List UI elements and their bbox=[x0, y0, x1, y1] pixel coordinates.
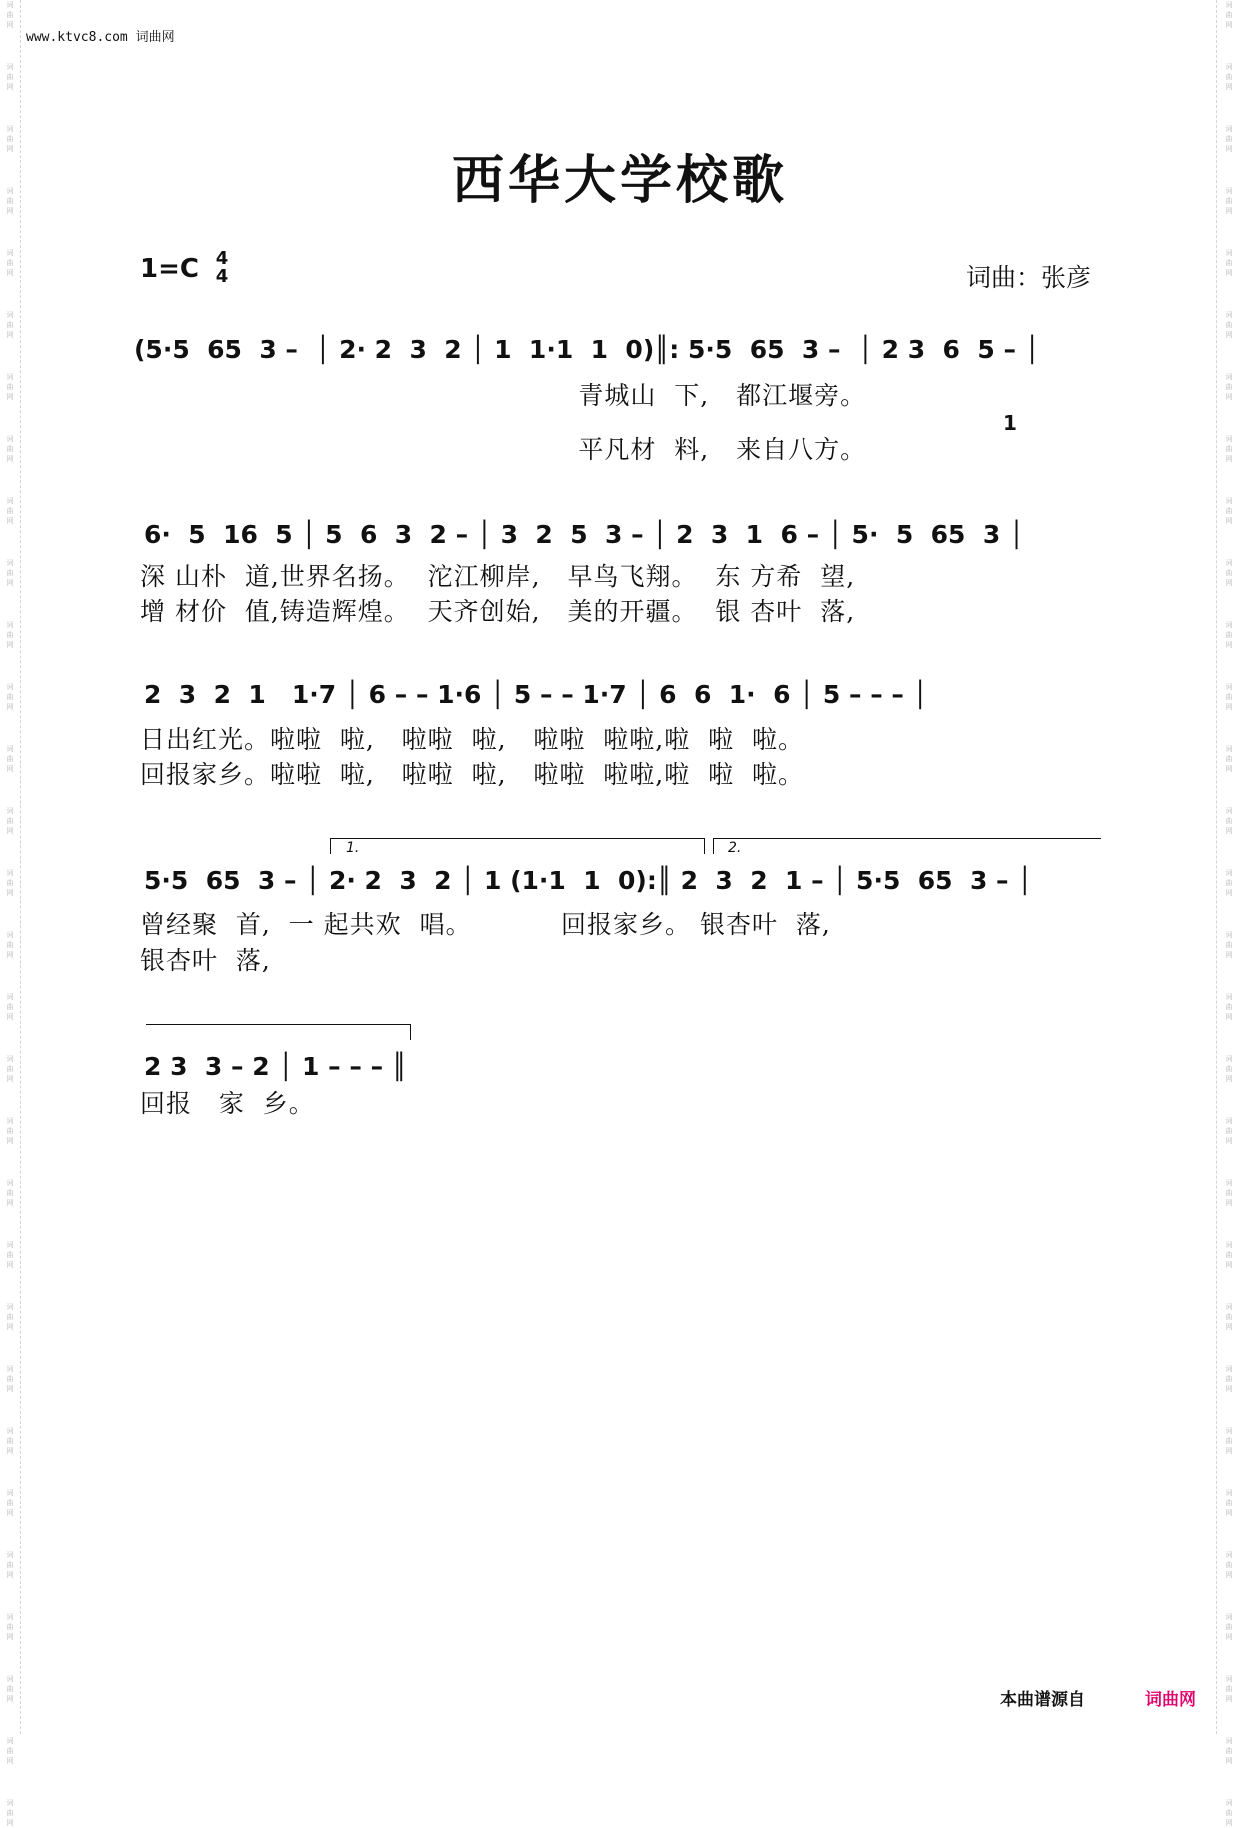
watermark-text: 词 曲 网 bbox=[1225, 1489, 1233, 1517]
lyrics-row-3-verse-2: 回报家乡。啦啦 啦, 啦啦 啦, 啦啦 啦啦,啦 啦 啦。 bbox=[140, 760, 804, 789]
notation-row-2: 6· 5 16 5 │ 5 6 3 2 – │ 3 2 5 3 – │ 2 3 1 6 – │ 5· 5 65 3 │ bbox=[144, 520, 1024, 549]
watermark-text: 词 曲 网 bbox=[6, 1, 14, 29]
notation-row-1: (5·5 65 3 – │ 2· 2 3 2 │ 1 1·1 1 0)║: 5·5 65 3 – │ 2 3 6 5 – │ bbox=[134, 335, 1040, 364]
watermark-text: 词 曲 网 bbox=[1225, 621, 1233, 649]
volta-1-end-tick bbox=[704, 838, 705, 854]
volta-1-number: 1. bbox=[346, 840, 360, 856]
watermark-text: 词 曲 网 bbox=[6, 1799, 14, 1827]
watermark-text: 词 曲 网 bbox=[6, 187, 14, 215]
author-credit: 词曲：张彦 bbox=[966, 263, 1092, 292]
watermark-text: 词 曲 网 bbox=[6, 931, 14, 959]
watermark-text: 词 曲 网 bbox=[6, 1489, 14, 1517]
watermark-text: 词 曲 网 bbox=[6, 497, 14, 525]
watermark-text: 词 曲 网 bbox=[6, 435, 14, 463]
watermark-text: 词 曲 网 bbox=[6, 1303, 14, 1331]
watermark-text: 词 曲 网 bbox=[1225, 187, 1233, 215]
time-signature-top: 4 bbox=[215, 248, 229, 269]
footer-source-text: 本曲谱源自 bbox=[1000, 1690, 1085, 1710]
watermark-text: 词 曲 网 bbox=[1225, 1799, 1233, 1827]
watermark-text: 词 曲 网 bbox=[6, 559, 14, 587]
volta-1-tick bbox=[330, 838, 331, 854]
verse-marker: 1 bbox=[1003, 411, 1017, 435]
watermark-text: 词 曲 网 bbox=[6, 311, 14, 339]
watermark-text: 词 曲 网 bbox=[1225, 311, 1233, 339]
lyrics-row-2-verse-2: 增 材价 值,铸造辉煌。 天齐创始, 美的开疆。 银 杏叶 落, bbox=[140, 597, 856, 626]
watermark-text: 词 曲 网 bbox=[1225, 1613, 1233, 1641]
watermark-text: 词 曲 网 bbox=[1225, 1365, 1233, 1393]
right-margin-line bbox=[1216, 0, 1217, 1734]
watermark-text: 词 曲 网 bbox=[1225, 249, 1233, 277]
watermark-text: 词 曲 网 bbox=[6, 373, 14, 401]
volta-2-number: 2. bbox=[728, 840, 742, 856]
notation-row-4: 5·5 65 3 – │ 2· 2 3 2 │ 1 (1·1 1 0):║ 2 3 2 1 – │ 5·5 65 3 – │ bbox=[144, 866, 1033, 895]
watermark-text: 词 曲 网 bbox=[1225, 1055, 1233, 1083]
watermark-text: 词 曲 网 bbox=[6, 1365, 14, 1393]
time-signature-bottom: 4 bbox=[215, 266, 229, 287]
lyrics-row-5: 回报 家 乡。 bbox=[140, 1089, 315, 1118]
watermark-text: 词 曲 网 bbox=[1225, 1179, 1233, 1207]
watermark-text: 词 曲 网 bbox=[1225, 1737, 1233, 1765]
lyrics-row-1-verse-1: 青城山 下, 都江堰旁。 bbox=[140, 381, 867, 410]
watermark-text: 词 曲 网 bbox=[1225, 1675, 1233, 1703]
volta-1-bracket bbox=[330, 838, 704, 839]
watermark-text: 词 曲 网 bbox=[6, 807, 14, 835]
watermark-text: 词 曲 网 bbox=[6, 1737, 14, 1765]
watermark-text: 词 曲 网 bbox=[6, 1241, 14, 1269]
watermark-text: 词 曲 网 bbox=[6, 1551, 14, 1579]
key-signature: 1=C bbox=[140, 254, 199, 284]
watermark-text: 词 曲 网 bbox=[6, 869, 14, 897]
watermark-text: 词 曲 网 bbox=[1225, 63, 1233, 91]
watermark-text: 词 曲 网 bbox=[1225, 807, 1233, 835]
watermark-text: 词 曲 网 bbox=[6, 1427, 14, 1455]
watermark-text: 词 曲 网 bbox=[1225, 373, 1233, 401]
watermark-text: 词 曲 网 bbox=[1225, 497, 1233, 525]
volta-2-tick bbox=[713, 838, 714, 854]
watermark-text: 词 曲 网 bbox=[6, 249, 14, 277]
watermark-text: 词 曲 网 bbox=[1225, 745, 1233, 773]
time-signature bbox=[213, 250, 231, 286]
notation-row-5: 2 3 3 – 2 │ 1 – – – ║ bbox=[144, 1052, 407, 1081]
watermark-text: 词 曲 网 bbox=[1225, 125, 1233, 153]
watermark-text: 词 曲 网 bbox=[1225, 435, 1233, 463]
lyrics-row-4-verse-2: 银杏叶 落, bbox=[140, 946, 271, 975]
footer-brand-link[interactable]: 词曲网 bbox=[1145, 1690, 1196, 1710]
watermark-text: 词 曲 网 bbox=[1225, 869, 1233, 897]
volta-2-bracket bbox=[713, 838, 1101, 839]
watermark-text: 词 曲 网 bbox=[6, 993, 14, 1021]
watermark-text: 词 曲 网 bbox=[6, 1179, 14, 1207]
lyrics-row-4-verse-1: 曾经聚 首, 一 起共欢 唱。 回报家乡。 银杏叶 落, bbox=[140, 910, 831, 939]
coda-bracket-end-tick bbox=[410, 1024, 411, 1040]
watermark-text: 词 曲 网 bbox=[1225, 683, 1233, 711]
watermark-text: 词 曲 网 bbox=[6, 683, 14, 711]
source-url: www.ktvc8.com 词曲网 bbox=[26, 30, 175, 45]
watermark-text: 词 曲 网 bbox=[6, 1055, 14, 1083]
left-margin-line bbox=[20, 0, 21, 1734]
watermark-text: 词 曲 网 bbox=[1225, 931, 1233, 959]
watermark-text: 词 曲 网 bbox=[1225, 1303, 1233, 1331]
watermark-text: 词 曲 网 bbox=[6, 125, 14, 153]
coda-bracket bbox=[146, 1024, 410, 1025]
watermark-text: 词 曲 网 bbox=[6, 1117, 14, 1145]
watermark-text: 词 曲 网 bbox=[1225, 1117, 1233, 1145]
lyrics-row-1-verse-2: 平凡材 料, 来自八方。 bbox=[140, 435, 867, 464]
watermark-text: 词 曲 网 bbox=[1225, 559, 1233, 587]
watermark-text: 词 曲 网 bbox=[6, 621, 14, 649]
lyrics-row-2-verse-1: 深 山朴 道,世界名扬。 沱江柳岸, 早鸟飞翔。 东 方希 望, bbox=[140, 562, 856, 591]
watermark-text: 词 曲 网 bbox=[6, 1613, 14, 1641]
lyrics-row-3-verse-1: 日出红光。啦啦 啦, 啦啦 啦, 啦啦 啦啦,啦 啦 啦。 bbox=[140, 725, 804, 754]
watermark-text: 词 曲 网 bbox=[1225, 1, 1233, 29]
watermark-text: 词 曲 网 bbox=[1225, 1241, 1233, 1269]
watermark-text: 词 曲 网 bbox=[6, 63, 14, 91]
notation-row-3: 2 3 2 1 1·7 │ 6 – – 1·6 │ 5 – – 1·7 │ 6 6 1· 6 │ 5 – – – │ bbox=[144, 680, 928, 709]
right-watermark-strip bbox=[1222, 0, 1236, 1827]
watermark-text: 词 曲 网 bbox=[1225, 993, 1233, 1021]
watermark-text: 词 曲 网 bbox=[6, 1675, 14, 1703]
song-title: 西华大学校歌 bbox=[451, 151, 788, 211]
watermark-text: 词 曲 网 bbox=[1225, 1427, 1233, 1455]
watermark-text: 词 曲 网 bbox=[6, 745, 14, 773]
watermark-text: 词 曲 网 bbox=[1225, 1551, 1233, 1579]
left-watermark-strip bbox=[3, 0, 17, 1827]
